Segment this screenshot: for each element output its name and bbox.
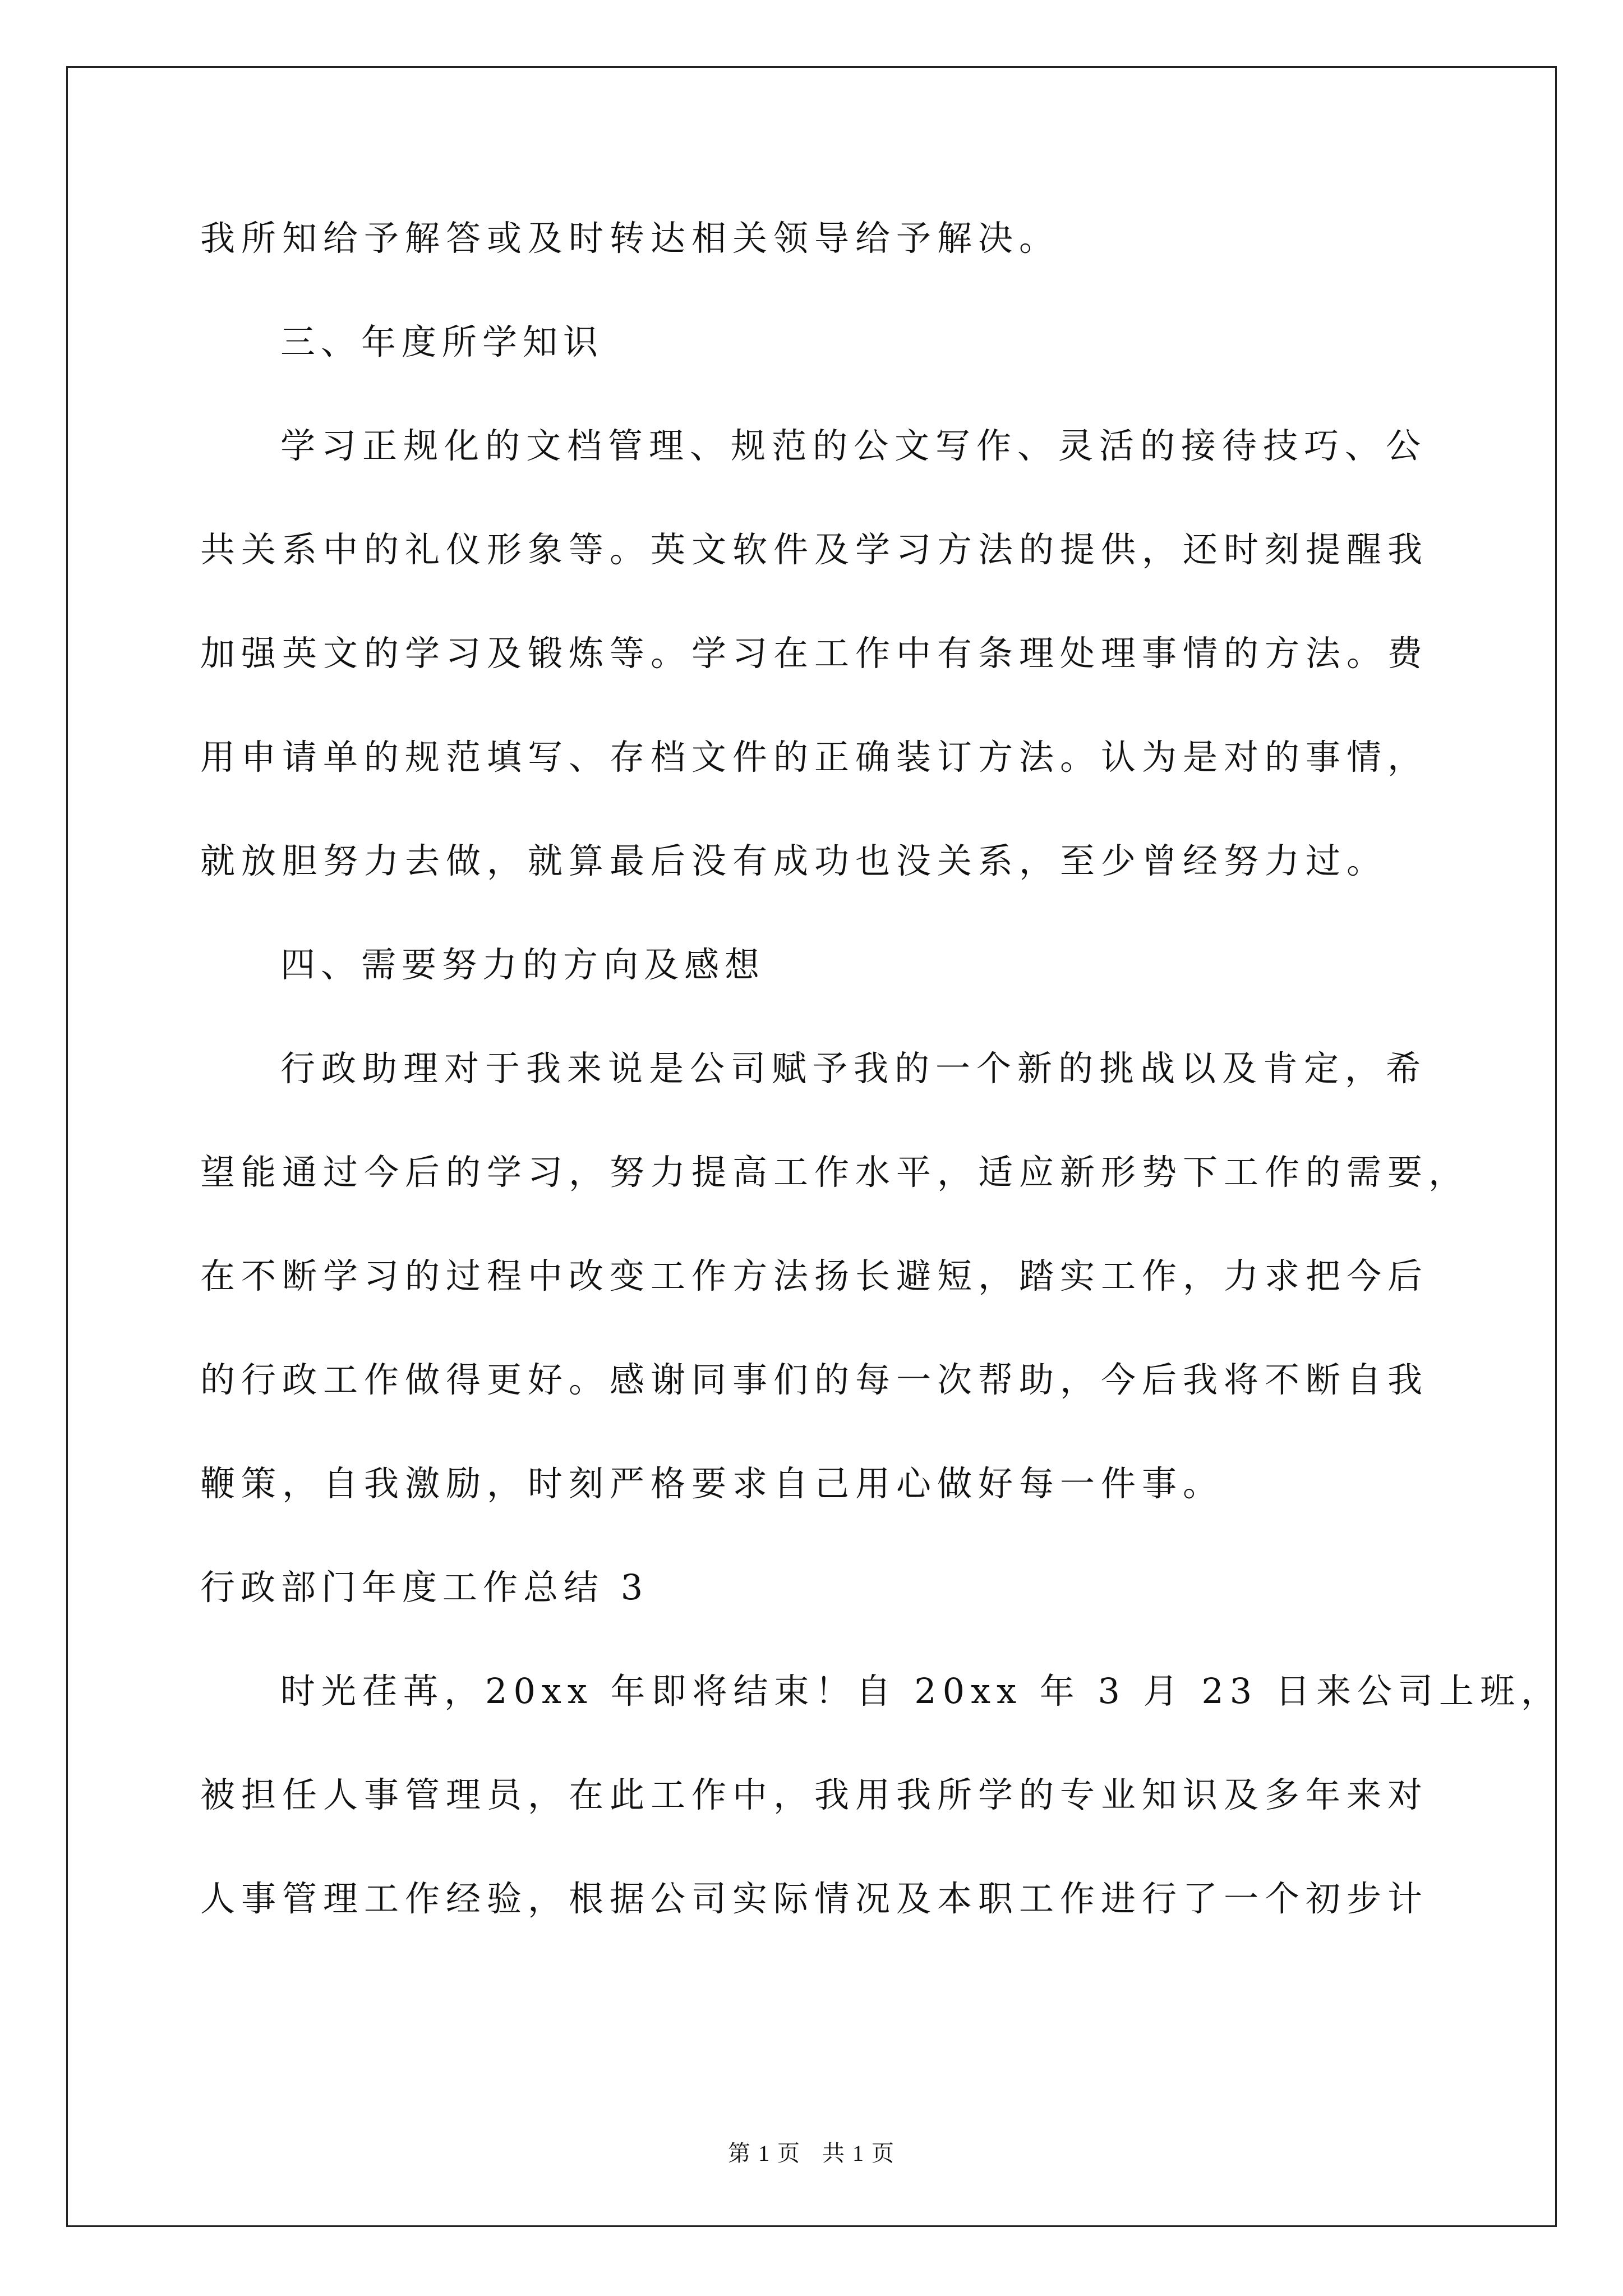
paragraph-line: 被担任人事管理员，在此工作中，我用我所学的专业知识及多年来对 xyxy=(200,1774,1429,1815)
paragraph-line: 我所知给予解答或及时转达相关领导给予解决。 xyxy=(200,218,1061,259)
section-heading: 四、需要努力的方向及感想 xyxy=(280,944,766,985)
paragraph-line: 人事管理工作经验，根据公司实际情况及本职工作进行了一个初步计 xyxy=(200,1878,1429,1919)
paragraph-line: 用申请单的规范填写、存档文件的正确装订方法。认为是对的事情， xyxy=(200,737,1429,777)
document-title: 行政部门年度工作总结 3 xyxy=(200,1567,649,1608)
paragraph-line: 鞭策，自我激励，时刻严格要求自己用心做好每一件事。 xyxy=(200,1463,1224,1504)
paragraph-line: 共关系中的礼仪形象等。英文软件及学习方法的提供，还时刻提醒我 xyxy=(200,529,1429,570)
paragraph-line: 就放胆努力去做，就算最后没有成功也没关系，至少曾经努力过。 xyxy=(200,840,1388,881)
page-number: 第 1 页 xyxy=(728,2141,801,2166)
paragraph-line: 加强英文的学习及锻炼等。学习在工作中有条理处理事情的方法。费 xyxy=(200,633,1429,674)
page-total: 共 1 页 xyxy=(822,2141,895,2166)
section-heading: 三、年度所学知识 xyxy=(280,321,604,362)
paragraph-line: 行政助理对于我来说是公司赋予我的一个新的挑战以及肯定，希 xyxy=(280,1048,1427,1089)
paragraph-line: 望能通过今后的学习，努力提高工作水平，适应新形势下工作的需要， xyxy=(200,1152,1470,1193)
paragraph-line: 时光荏苒，20xx 年即将结束！自 20xx 年 3 月 23 日来公司上班， xyxy=(280,1671,1562,1711)
page-footer xyxy=(0,2136,1623,2168)
paragraph-line: 学习正规化的文档管理、规范的公文写作、灵活的接待技巧、公 xyxy=(280,425,1427,466)
paragraph-line: 在不断学习的过程中改变工作方法扬长避短，踏实工作，力求把今后 xyxy=(200,1255,1429,1296)
paragraph-line: 的行政工作做得更好。感谢同事们的每一次帮助，今后我将不断自我 xyxy=(200,1359,1429,1400)
